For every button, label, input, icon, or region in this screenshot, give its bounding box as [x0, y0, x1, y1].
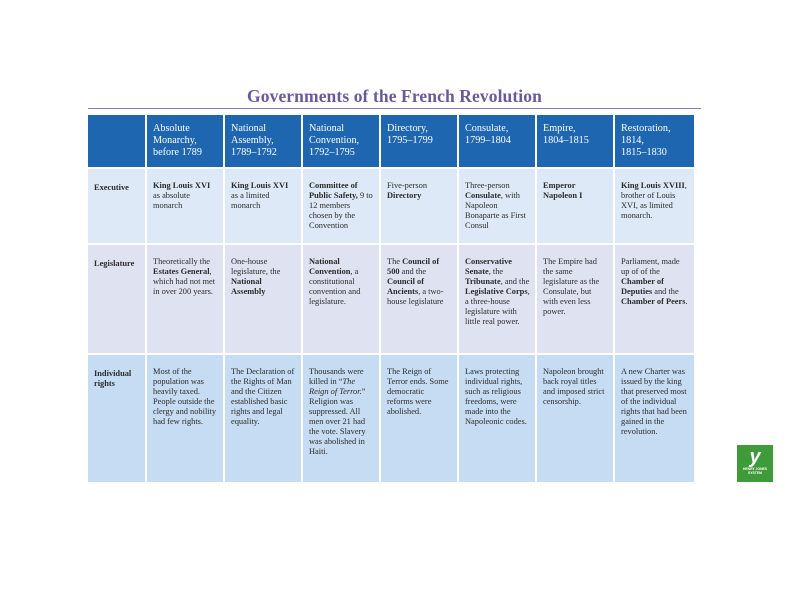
- header-line: Assembly,: [231, 135, 274, 146]
- table-cell: The Declaration of the Rights of Man and the Citizen established basic rights and legal equality.: [225, 355, 301, 482]
- cell-text: ” Religion was suppressed. All men over 21 had the vote. Slavery was abolished in Haiti.: [309, 387, 366, 456]
- logo-mark-icon: y: [749, 446, 761, 468]
- column-header-directory: [381, 115, 457, 167]
- table-cell: [537, 245, 613, 353]
- column-header-national-convention: [303, 115, 379, 167]
- header-line: Monarchy,: [153, 135, 197, 146]
- cell-text: , brother of Louis XVI, as limited monarch.: [621, 181, 687, 220]
- header-line: 1804–1815: [543, 135, 589, 146]
- table-cell: [537, 169, 613, 243]
- table-cell: The Reign of Terror ends. Some democratic reforms were abolished.: [381, 355, 457, 482]
- cell-text: Thousands were killed in “: [309, 367, 364, 386]
- table-cell: [303, 355, 379, 482]
- table-cell: [147, 169, 223, 243]
- governments-table: [88, 115, 701, 482]
- cell-bold: King Louis XVI: [153, 181, 211, 190]
- header-line: Directory,: [387, 123, 428, 134]
- title-divider: [88, 108, 701, 109]
- cell-text: and the: [399, 267, 427, 276]
- header-corner: [88, 115, 145, 167]
- cell-text: , and the: [500, 277, 530, 286]
- cell-text: , which had not met in over 200 years.: [153, 267, 216, 296]
- table-cell: [459, 245, 535, 353]
- cell-bold: Conservative Senate: [465, 257, 512, 276]
- table-cell: [459, 169, 535, 243]
- cell-bold: Directory: [387, 191, 422, 200]
- cell-bold: Emperor Napoleon I: [543, 181, 583, 200]
- page-title: Governments of the French Revolution: [247, 86, 542, 106]
- header-line: 1815–1830: [621, 147, 667, 158]
- column-header-national-assembly: [225, 115, 301, 167]
- table-cell: [615, 169, 694, 243]
- table-cell: A new Charter was issued by the king that preserved most of the individual rights that had been gained in the revolution.: [615, 355, 694, 482]
- header-line: before 1789: [153, 147, 202, 158]
- cell-text: and the: [652, 287, 679, 296]
- table-cell: [303, 245, 379, 353]
- header-line: Convention,: [309, 135, 360, 146]
- header-line: 1795–1799: [387, 135, 433, 146]
- cell-italic: The Reign of Terror.: [309, 377, 362, 396]
- cell-text: , with Napoleon Bonaparte as First Consul: [465, 191, 526, 230]
- logo-text: HENRY JONES: [742, 467, 768, 471]
- cell-bold: Council of 500: [387, 257, 440, 276]
- header-line: National: [231, 123, 267, 134]
- table-cell: [225, 169, 301, 243]
- publisher-logo: [737, 445, 773, 482]
- row-label-individual-rights: Individual rights: [88, 355, 145, 482]
- cell-text: as a limited monarch: [231, 191, 270, 210]
- cell-bold: National Assembly: [231, 277, 266, 296]
- cell-text: Parliament, made up of of the: [621, 257, 680, 276]
- table-cell: [381, 245, 457, 353]
- table-cell: [147, 245, 223, 353]
- cell-text: , a constitutional convention and legislature.: [309, 267, 361, 306]
- row-label-executive: Executive: [88, 169, 145, 243]
- cell-text: , a three-house legislature with little real power.: [465, 287, 530, 326]
- header-line: Empire,: [543, 123, 576, 134]
- table-cell: Laws protecting individual rights, such as religious freedoms, were made into the Napoleonic codes.: [459, 355, 535, 482]
- table-cell: Napoleon brought back royal titles and imposed strict censorship.: [537, 355, 613, 482]
- column-header-empire: [537, 115, 613, 167]
- header-line: National: [309, 123, 345, 134]
- column-header-consulate: [459, 115, 535, 167]
- table-cell: [381, 169, 457, 243]
- cell-bold: Chamber of Deputies: [621, 277, 664, 296]
- header-line: Restoration,: [621, 123, 671, 134]
- cell-bold: Consulate: [465, 191, 501, 200]
- table-cell: [225, 245, 301, 353]
- cell-bold: King Louis XVIII: [621, 181, 685, 190]
- cell-text: Theoretically the: [153, 257, 210, 266]
- cell-bold: Council of Ancients: [387, 277, 424, 296]
- cell-text: , the: [488, 267, 504, 276]
- table-cell: [303, 169, 379, 243]
- cell-text: as absolute monarch: [153, 191, 190, 210]
- cell-bold: Legislative Corps: [465, 287, 528, 296]
- cell-text: Five-person: [387, 181, 428, 190]
- table-cell: Most of the population was heavily taxed. People outside the clergy and nobility had few rights.: [147, 355, 223, 482]
- cell-text: , a two-house legislature: [387, 287, 444, 306]
- cell-bold: Chamber of Peers: [621, 297, 686, 306]
- header-line: 1799–1804: [465, 135, 511, 146]
- header-line: 1792–1795: [309, 147, 355, 158]
- cell-bold: National Convention: [309, 257, 351, 276]
- cell-text: Three-person: [465, 181, 510, 190]
- cell-bold: Committee of Public Safety,: [309, 181, 358, 200]
- row-label-legislature: Legislature: [88, 245, 145, 353]
- logo-text: SYSTEM: [748, 471, 762, 475]
- header-line: 1789–1792: [231, 147, 277, 158]
- cell-text: One-house legislature, the: [231, 257, 281, 276]
- cell-text: .: [685, 297, 688, 306]
- header-line: Absolute: [153, 123, 190, 134]
- cell-bold: Tribunate: [465, 277, 501, 286]
- table-cell: [615, 245, 694, 353]
- cell-bold: King Louis XVI: [231, 181, 289, 190]
- cell-text: 9 to 12 members chosen by the Convention: [309, 191, 373, 230]
- cell-text: The Empire had the same legislature as the Consulate, but with even less power.: [543, 257, 600, 316]
- column-header-restoration: [615, 115, 694, 167]
- cell-bold: Estates General: [153, 267, 210, 276]
- column-header-absolute-monarchy: [147, 115, 223, 167]
- header-line: 1814,: [621, 135, 644, 146]
- cell-text: The: [387, 257, 403, 266]
- header-line: Consulate,: [465, 123, 509, 134]
